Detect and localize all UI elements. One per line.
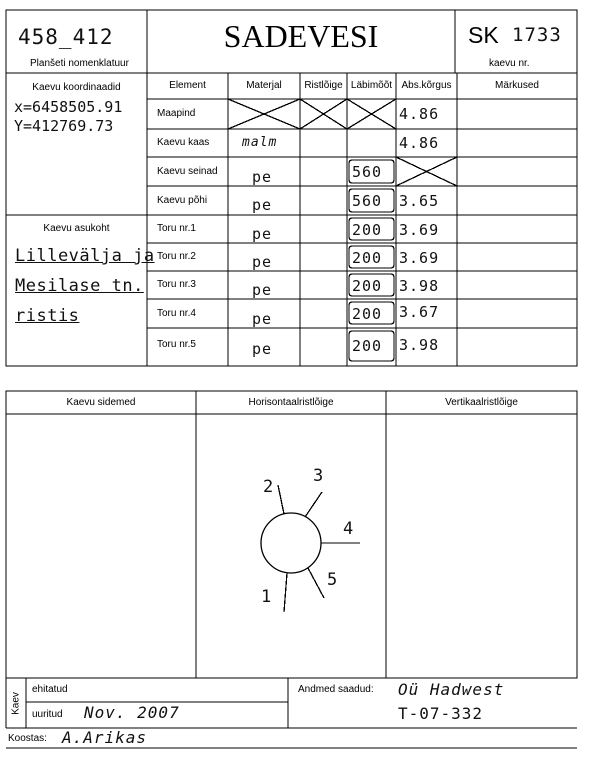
row-material: pe bbox=[252, 310, 273, 328]
nomenclature-label: Planšeti nomenklatuur bbox=[30, 58, 129, 69]
side-label: Kaev bbox=[10, 692, 22, 715]
row-diameter: 200 bbox=[352, 221, 383, 239]
compiled-value: A.Arikas bbox=[62, 728, 148, 747]
row-diameter: 200 bbox=[352, 305, 383, 323]
location-line-1: Lillevälja ja bbox=[15, 246, 155, 266]
row-element: Maapind bbox=[157, 108, 196, 119]
built-label: ehitatud bbox=[32, 684, 68, 695]
row-diameter: 560 bbox=[352, 192, 383, 210]
row-elevation: 4.86 bbox=[399, 105, 440, 123]
row-diameter: 200 bbox=[352, 249, 383, 267]
row-diameter: 200 bbox=[352, 277, 383, 295]
location-label: Kaevu asukoht bbox=[43, 223, 110, 234]
row-element: Toru nr.5 bbox=[157, 339, 196, 350]
coordinates-label: Kaevu koordinaadid bbox=[32, 82, 121, 93]
row-elevation: 3.98 bbox=[399, 336, 440, 354]
sk-number: 1733 bbox=[512, 24, 562, 46]
row-elevation: 3.69 bbox=[399, 249, 440, 267]
row-element: Toru nr.2 bbox=[157, 251, 196, 262]
row-material: pe bbox=[252, 340, 273, 358]
row-material: pe bbox=[252, 168, 273, 186]
header-element: Element bbox=[169, 80, 206, 91]
nomenclature-value: 458_412 bbox=[18, 25, 114, 49]
header-elevation: Abs.kõrgus bbox=[401, 80, 452, 91]
header-diameter: Läbimõõt bbox=[350, 80, 393, 91]
well-number-label: kaevu nr. bbox=[489, 58, 530, 69]
pipe-label-3: 3 bbox=[313, 466, 325, 486]
page-title: SADEVESI bbox=[223, 18, 379, 54]
row-element: Toru nr.3 bbox=[157, 279, 196, 290]
pipe-label-4: 4 bbox=[343, 519, 355, 539]
section-connections: Kaevu sidemed bbox=[66, 397, 136, 408]
row-elevation: 3.65 bbox=[399, 192, 440, 210]
row-diameter: 560 bbox=[352, 163, 383, 181]
header-material: Materjal bbox=[246, 80, 282, 91]
sk-prefix: SK bbox=[468, 22, 499, 48]
row-elevation: 3.67 bbox=[399, 303, 440, 321]
pipe-label-5: 5 bbox=[327, 570, 339, 590]
row-material: pe bbox=[252, 281, 273, 299]
header-notes: Märkused bbox=[495, 80, 539, 91]
row-elevation: 4.86 bbox=[399, 134, 440, 152]
row-material: pe bbox=[252, 225, 273, 243]
row-material: pe bbox=[252, 196, 273, 214]
coordinate-y: Y=412769.73 bbox=[14, 117, 114, 135]
surveyed-value: Nov. 2007 bbox=[84, 703, 180, 722]
row-element: Kaevu põhi bbox=[157, 195, 208, 206]
row-material: pe bbox=[252, 253, 273, 271]
section-vertical: Vertikaalristlõige bbox=[445, 397, 518, 408]
data-source-value: Oü Hadwest bbox=[398, 680, 505, 699]
coordinate-x: x=6458505.91 bbox=[14, 98, 123, 116]
pipe-label-1: 1 bbox=[261, 587, 273, 607]
row-element: Toru nr.1 bbox=[157, 223, 196, 234]
header-cross-section: Ristlõige bbox=[304, 80, 343, 91]
surveyed-label: uuritud bbox=[32, 709, 63, 720]
data-source-code: T-07-332 bbox=[398, 704, 484, 723]
location-line-2: Mesilase tn. bbox=[15, 276, 144, 296]
manhole-cross-section bbox=[261, 485, 360, 612]
row-element: Kaevu kaas bbox=[157, 137, 210, 148]
row-element: Kaevu seinad bbox=[157, 166, 218, 177]
row-material: malm bbox=[242, 135, 278, 150]
row-elevation: 3.69 bbox=[399, 221, 440, 239]
location-line-3: ristis bbox=[15, 306, 80, 326]
compiled-label: Koostas: bbox=[8, 733, 47, 744]
section-horizontal: Horisontaalristlõige bbox=[248, 397, 334, 408]
pipe-label-2: 2 bbox=[263, 477, 275, 497]
row-element: Toru nr.4 bbox=[157, 308, 196, 319]
row-diameter: 200 bbox=[352, 337, 383, 355]
data-source-label: Andmed saadud: bbox=[298, 684, 374, 695]
row-elevation: 3.98 bbox=[399, 277, 440, 295]
